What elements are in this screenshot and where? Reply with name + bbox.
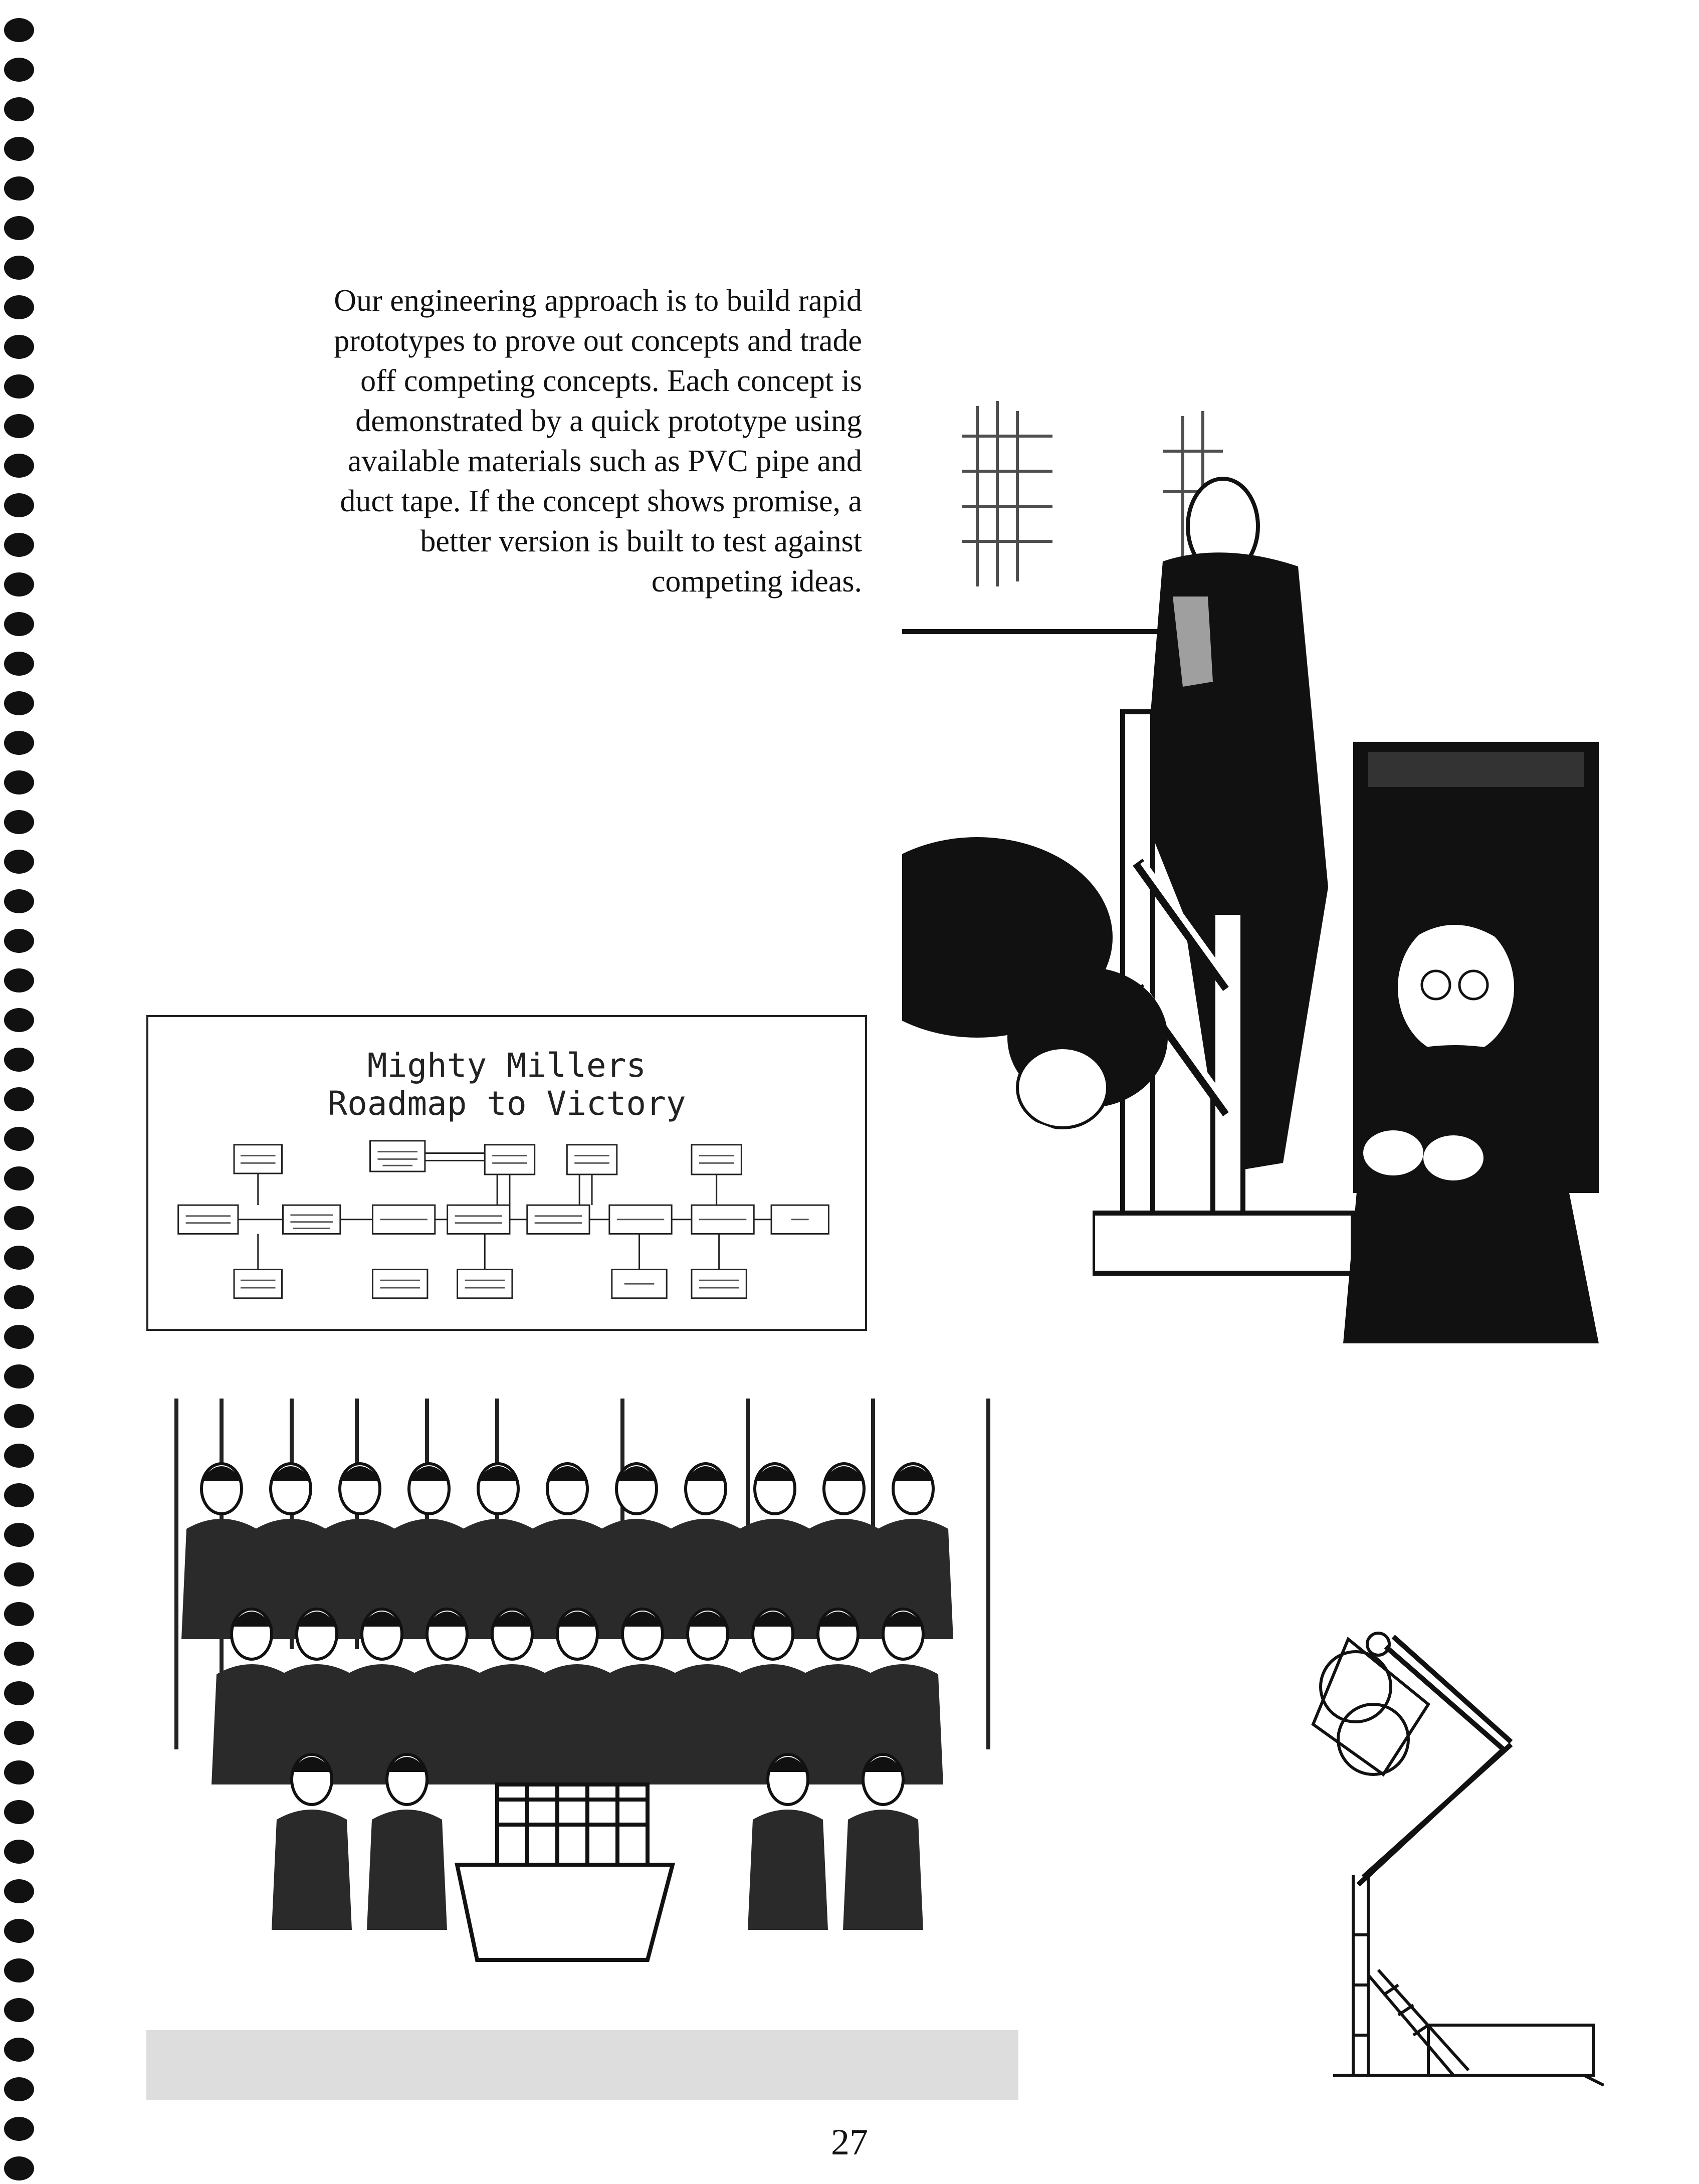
binding-hole — [4, 256, 34, 280]
binding-hole — [4, 1127, 34, 1151]
prototype-testing-photo — [902, 361, 1599, 1343]
binding-hole — [4, 1642, 34, 1666]
binding-hole — [4, 1483, 34, 1507]
binding-hole — [4, 2077, 34, 2101]
binding-hole — [4, 2038, 34, 2062]
binding-hole — [4, 335, 34, 359]
binding-hole — [4, 691, 34, 715]
binding-hole — [4, 1285, 34, 1309]
binding-hole — [4, 97, 34, 121]
binding-hole — [4, 1562, 34, 1586]
binding-hole — [4, 137, 34, 161]
binding-hole — [4, 454, 34, 478]
binding-hole — [4, 1444, 34, 1468]
binding-hole — [4, 1879, 34, 1903]
binding-hole — [4, 929, 34, 953]
binding-hole — [4, 414, 34, 438]
binding-hole — [4, 1206, 34, 1230]
intro-line: duct tape. If the concept shows promise, a — [340, 484, 862, 518]
binding-hole — [4, 1681, 34, 1705]
binding-hole — [4, 1721, 34, 1745]
intro-line: better version is built to test against — [420, 524, 862, 558]
binding-hole — [4, 1800, 34, 1824]
intro-line: competing ideas. — [651, 564, 862, 599]
binding-hole — [4, 58, 34, 82]
intro-paragraph — [210, 281, 862, 602]
binding-hole — [4, 1166, 34, 1190]
binding-hole — [4, 493, 34, 517]
spiral-binding — [0, 0, 45, 2184]
intro-line: Our engineering approach is to build rapid — [334, 284, 862, 318]
binding-hole — [4, 533, 34, 557]
roadmap-title-line2: Roadmap to Victory — [327, 1084, 686, 1123]
binding-hole — [4, 18, 34, 42]
binding-hole — [4, 652, 34, 676]
page-number: 27 — [831, 2122, 868, 2163]
binding-hole — [4, 850, 34, 874]
binding-hole — [4, 1958, 34, 1982]
binding-hole — [4, 1087, 34, 1111]
intro-line: off competing concepts. Each concept is — [360, 364, 862, 398]
binding-hole — [4, 295, 34, 319]
robot-arm-drawing — [1303, 1624, 1604, 2105]
binding-hole — [4, 1760, 34, 1784]
binding-hole — [4, 612, 34, 636]
binding-hole — [4, 1325, 34, 1349]
team-photo — [146, 1399, 1018, 2100]
intro-line: available materials such as PVC pipe and — [347, 444, 862, 478]
binding-hole — [4, 1364, 34, 1388]
binding-hole — [4, 216, 34, 240]
binding-hole — [4, 1998, 34, 2022]
binding-hole — [4, 1602, 34, 1626]
binding-hole — [4, 1008, 34, 1032]
binding-hole — [4, 1523, 34, 1547]
binding-hole — [4, 889, 34, 913]
binding-hole — [4, 1404, 34, 1428]
binding-hole — [4, 731, 34, 755]
binding-hole — [4, 1048, 34, 1072]
intro-line: prototypes to prove out concepts and trade — [334, 324, 862, 358]
binding-hole — [4, 968, 34, 992]
intro-line: demonstrated by a quick prototype using — [355, 404, 862, 438]
binding-hole — [4, 176, 34, 201]
binding-hole — [4, 770, 34, 795]
binding-hole — [4, 810, 34, 834]
binding-hole — [4, 1246, 34, 1270]
roadmap-title-line1: Mighty Millers — [367, 1046, 647, 1085]
binding-hole — [4, 374, 34, 399]
binding-hole — [4, 1919, 34, 1943]
binding-hole — [4, 572, 34, 597]
roadmap-diagram — [146, 1015, 867, 1331]
binding-hole — [4, 1840, 34, 1864]
